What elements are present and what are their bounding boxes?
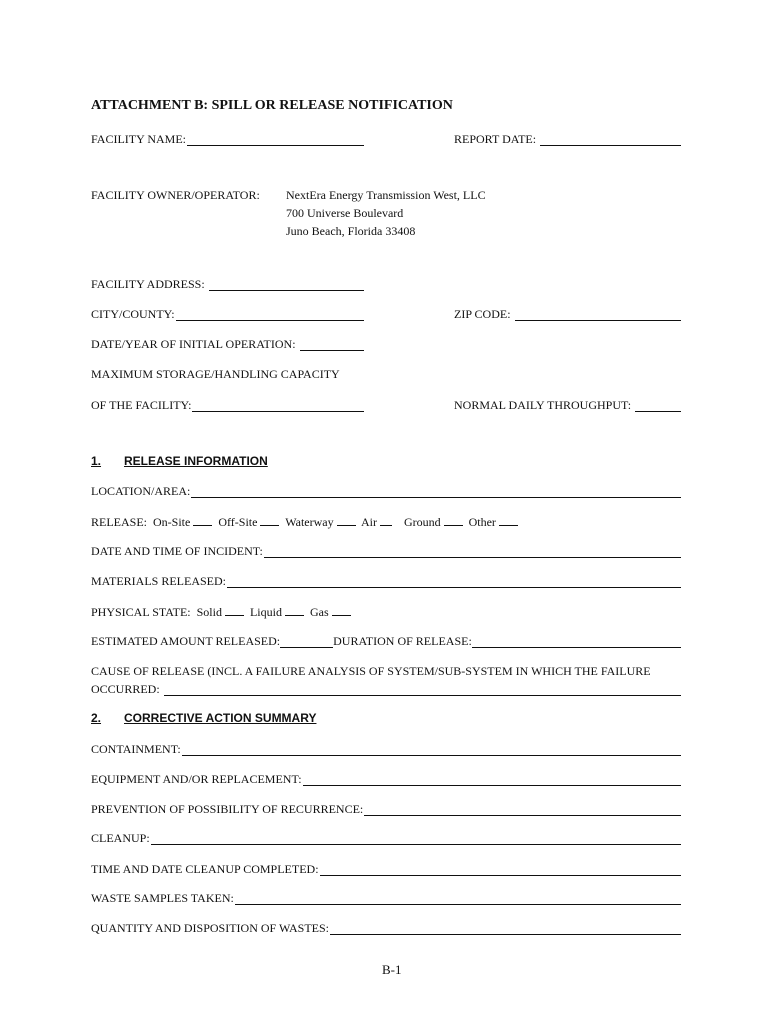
throughput-label: NORMAL DAILY THROUGHPUT: — [454, 398, 632, 412]
estimated-label: ESTIMATED AMOUNT RELEASED: — [91, 634, 281, 648]
equipment-blank[interactable] — [303, 774, 681, 786]
estimated-blank[interactable] — [280, 636, 333, 648]
waste-samples-blank[interactable] — [235, 893, 681, 905]
physical-liquid-blank[interactable] — [285, 604, 304, 616]
release-label: RELEASE: — [91, 515, 147, 529]
throughput-blank[interactable] — [635, 400, 681, 412]
facility-name-field[interactable] — [91, 132, 364, 146]
zip-code-blank[interactable] — [515, 309, 681, 321]
cleanup-blank[interactable] — [151, 833, 681, 845]
physical-gas-label: Gas — [309, 605, 329, 619]
quantity-wastes-blank[interactable] — [330, 923, 681, 935]
cause-label-line-2: OCCURRED: — [91, 682, 160, 696]
release-waterway-blank[interactable] — [337, 514, 356, 526]
release-offsite-label: Off-Site — [218, 515, 258, 529]
physical-state-label: PHYSICAL STATE: — [91, 605, 191, 619]
containment-field[interactable] — [91, 742, 681, 756]
release-offsite-blank[interactable] — [260, 514, 279, 526]
initial-operation-field[interactable] — [91, 337, 364, 351]
section-1-number: 1. — [91, 454, 102, 468]
city-county-label: CITY/COUNTY: — [91, 307, 175, 321]
equipment-label: EQUIPMENT AND/OR REPLACEMENT: — [91, 772, 302, 786]
city-county-blank[interactable] — [176, 309, 364, 321]
prevention-blank[interactable] — [364, 804, 681, 816]
date-time-blank[interactable] — [264, 546, 681, 558]
owner-line-3: Juno Beach, Florida 33408 — [286, 224, 416, 238]
of-facility-label: OF THE FACILITY: — [91, 398, 192, 412]
section-2-title: CORRECTIVE ACTION SUMMARY — [124, 711, 317, 725]
zip-code-field[interactable] — [454, 307, 681, 321]
prevention-field[interactable] — [91, 802, 681, 816]
facility-address-blank[interactable] — [209, 279, 364, 291]
cause-label-line-1: CAUSE OF RELEASE (INCL. A FAILURE ANALYSIS OF SYSTEM/SUB-SYSTEM IN WHICH THE FAILURE — [91, 664, 651, 678]
cause-field[interactable] — [91, 682, 681, 696]
release-waterway-label: Waterway — [285, 515, 334, 529]
containment-label: CONTAINMENT: — [91, 742, 181, 756]
cleanup-field[interactable] — [91, 831, 681, 845]
release-ground-label: Ground — [403, 515, 441, 529]
equipment-field[interactable] — [91, 772, 681, 786]
containment-blank[interactable] — [182, 744, 681, 756]
release-air-label: Air — [360, 515, 377, 529]
report-date-field[interactable] — [454, 132, 681, 146]
physical-solid-label: Solid — [196, 605, 222, 619]
owner-line-2: 700 Universe Boulevard — [286, 206, 404, 220]
zip-code-label: ZIP CODE: — [454, 307, 511, 321]
estimated-duration-row — [91, 634, 681, 648]
initial-operation-label: DATE/YEAR OF INITIAL OPERATION: — [91, 337, 296, 351]
date-time-field[interactable] — [91, 544, 681, 558]
initial-operation-blank[interactable] — [300, 339, 364, 351]
prevention-label: PREVENTION OF POSSIBILITY OF RECURRENCE: — [91, 802, 364, 816]
facility-address-label: FACILITY ADDRESS: — [91, 277, 205, 291]
section-2-number: 2. — [91, 711, 102, 725]
facility-name-blank[interactable] — [187, 134, 364, 146]
location-field[interactable] — [91, 484, 681, 498]
cleanup-completed-field[interactable] — [91, 862, 681, 876]
duration-label: DURATION OF RELEASE: — [333, 634, 472, 648]
waste-samples-label: WASTE SAMPLES TAKEN: — [91, 891, 234, 905]
throughput-field[interactable] — [454, 398, 681, 412]
cleanup-label: CLEANUP: — [91, 831, 150, 845]
quantity-wastes-label: QUANTITY AND DISPOSITION OF WASTES: — [91, 921, 330, 935]
section-1-title: RELEASE INFORMATION — [124, 454, 268, 468]
page-number: B-1 — [382, 962, 402, 977]
cleanup-completed-label: TIME AND DATE CLEANUP COMPLETED: — [91, 862, 319, 876]
capacity-field[interactable] — [91, 398, 364, 412]
release-onsite-blank[interactable] — [193, 514, 212, 526]
release-other-blank[interactable] — [499, 514, 518, 526]
release-onsite-label: On-Site — [153, 515, 191, 529]
facility-name-label: FACILITY NAME: — [91, 132, 186, 146]
physical-state-options — [91, 604, 351, 619]
release-other-label: Other — [468, 515, 496, 529]
report-date-label: REPORT DATE: — [454, 132, 537, 146]
materials-blank[interactable] — [227, 576, 681, 588]
duration-blank[interactable] — [472, 636, 681, 648]
page-title: ATTACHMENT B: SPILL OR RELEASE NOTIFICATION — [91, 98, 453, 113]
cleanup-completed-blank[interactable] — [320, 864, 681, 876]
owner-line-1: NextEra Energy Transmission West, LLC — [286, 188, 486, 202]
city-county-field[interactable] — [91, 307, 364, 321]
quantity-wastes-field[interactable] — [91, 921, 681, 935]
materials-field[interactable] — [91, 574, 681, 588]
owner-label: FACILITY OWNER/OPERATOR: — [91, 188, 260, 202]
release-options — [91, 514, 518, 529]
date-time-label: DATE AND TIME OF INCIDENT: — [91, 544, 263, 558]
physical-liquid-label: Liquid — [249, 605, 282, 619]
max-capacity-label: MAXIMUM STORAGE/HANDLING CAPACITY — [91, 367, 340, 381]
materials-label: MATERIALS RELEASED: — [91, 574, 226, 588]
waste-samples-field[interactable] — [91, 891, 681, 905]
report-date-blank[interactable] — [540, 134, 681, 146]
location-blank[interactable] — [191, 486, 681, 498]
location-label: LOCATION/AREA: — [91, 484, 191, 498]
release-air-blank[interactable] — [380, 514, 392, 526]
capacity-blank[interactable] — [192, 400, 364, 412]
release-ground-blank[interactable] — [444, 514, 463, 526]
cause-blank[interactable] — [164, 684, 681, 696]
facility-address-field[interactable] — [91, 277, 364, 291]
physical-solid-blank[interactable] — [225, 604, 244, 616]
physical-gas-blank[interactable] — [332, 604, 351, 616]
